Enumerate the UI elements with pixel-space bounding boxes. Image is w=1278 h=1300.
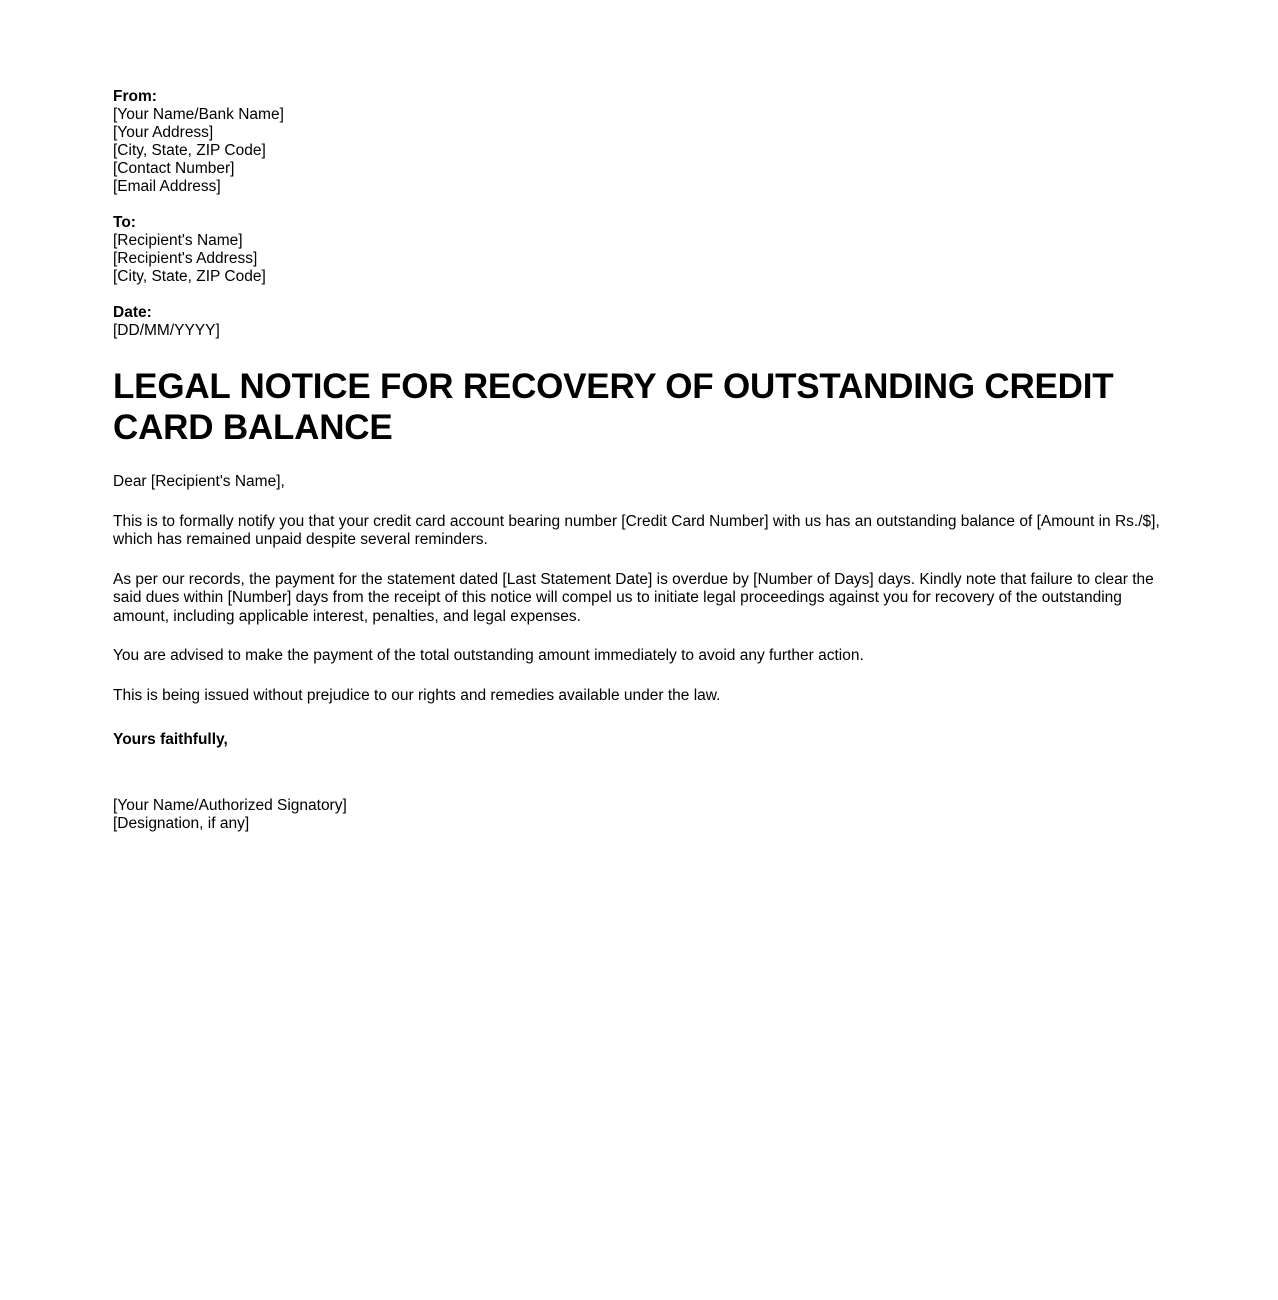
body-paragraph-1: This is to formally notify you that your credit card account bearing number [Credit Card Number] with us has an outstanding balance of [Amount in Rs./$], which has remained unpaid despite several reminders. [113, 512, 1160, 548]
sender-line-4: [Contact Number] [113, 160, 235, 177]
sender-label: From: [113, 88, 157, 105]
sender-address-block [113, 88, 1165, 196]
date-label: Date: [113, 304, 152, 321]
page-title: LEGAL NOTICE FOR RECOVERY OF OUTSTANDING CREDIT CARD BALANCE [113, 367, 1114, 447]
signature-block [113, 797, 1165, 833]
date-value: [DD/MM/YYYY] [113, 322, 220, 339]
recipient-line-1: [Recipient's Name] [113, 232, 243, 249]
body-paragraph-2: As per our records, the payment for the statement dated [Last Statement Date] is overdue by [Number of Days] days. Kindly note that failure to clear the said dues within [Number] days from the receipt of this notice will compel us to initiate legal proceedings against you for recovery of the outstanding amount, including applicable interest, penalties, and legal expenses. [113, 570, 1154, 625]
recipient-line-3: [City, State, ZIP Code] [113, 268, 266, 285]
body-paragraph-3: You are advised to make the payment of the total outstanding amount immediately to avoid any further action. [113, 647, 864, 664]
date-block [113, 304, 1165, 340]
body-paragraph-4: This is being issued without prejudice to our rights and remedies available under the law. [113, 686, 721, 704]
sender-line-2: [Your Address] [113, 124, 214, 141]
sender-line-3: [City, State, ZIP Code] [113, 142, 266, 159]
recipient-label: To: [113, 214, 136, 231]
recipient-line-2: [Recipient's Address] [113, 250, 258, 267]
sign-off: Yours faithfully, [113, 731, 228, 748]
salutation: Dear [Recipient's Name], [113, 473, 285, 490]
recipient-address-block [113, 214, 1165, 286]
signatory-designation: [Designation, if any] [113, 814, 250, 832]
sender-line-5: [Email Address] [113, 178, 221, 195]
sender-line-1: [Your Name/Bank Name] [113, 106, 284, 123]
signatory-name: [Your Name/Authorized Signatory] [113, 796, 347, 814]
